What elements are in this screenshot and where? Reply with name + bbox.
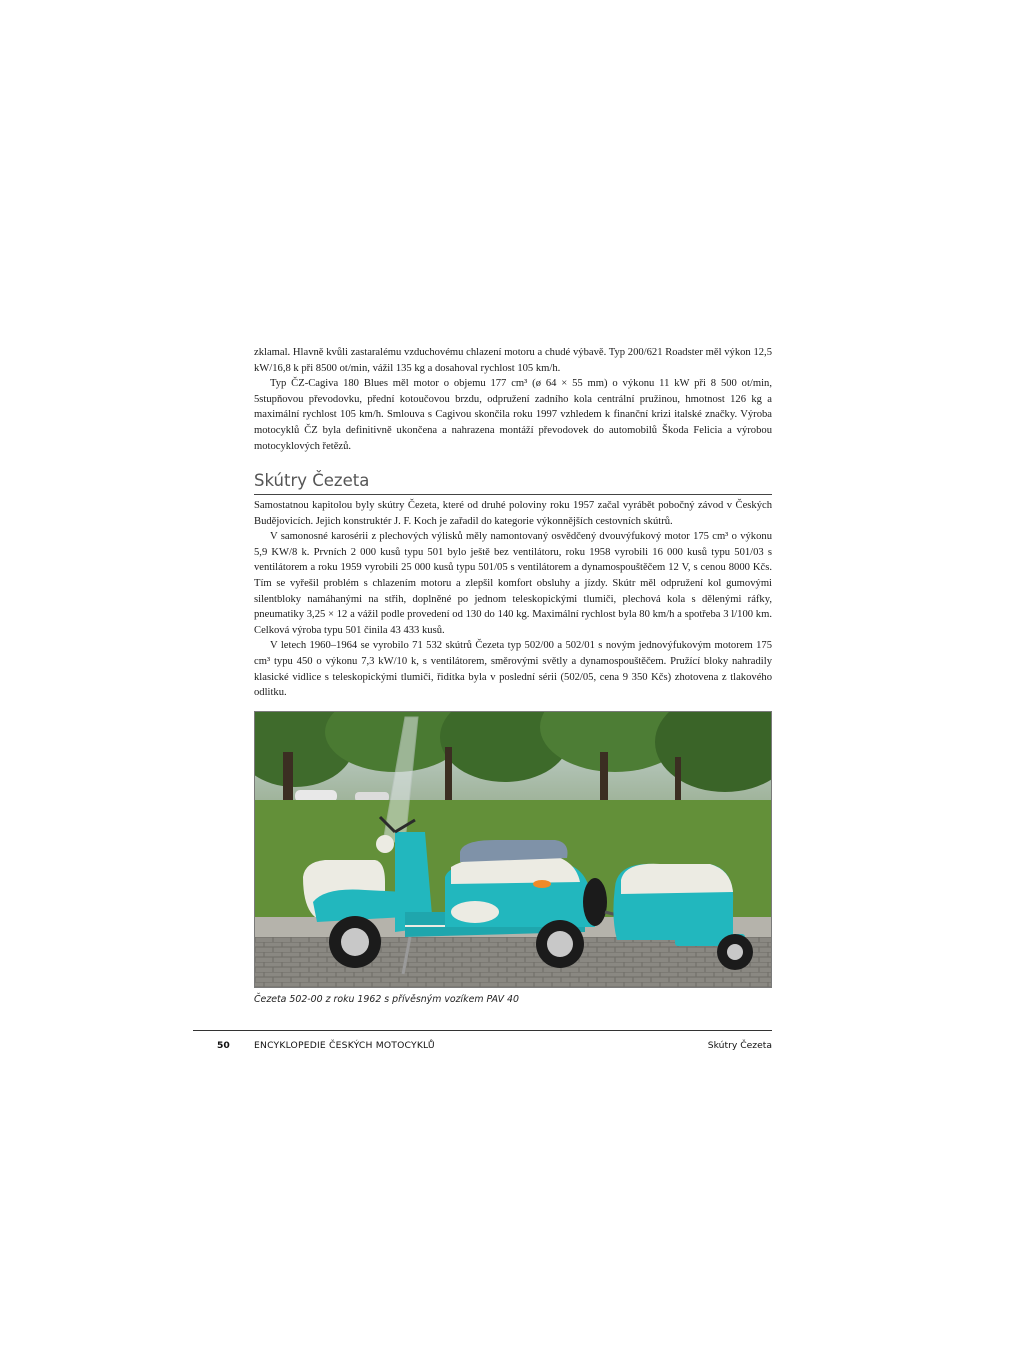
page-number: 50 (217, 1040, 230, 1051)
section-title: Skútry Čezeta (254, 471, 370, 490)
photo-caption: Čezeta 502-00 z roku 1962 s přívěsným vozíkem PAV 40 (254, 994, 519, 1005)
section-paragraph-3: V letech 1960–1964 se vyrobilo 71 532 skútrů Čezeta typ 502/00 a 502/01 s novým jednovýfukovým motorem 175 cm³ typu 450 o výkonu 7,3 kW/10 k, s ventilátorem, směrovými světly a dynamospouštěčem. Pružící bloky nahradily klasické vidlice s teleskopickými tlumiči, řidítka byla v poslední sérii (502/05, cena 9 350 Kčs) zhotovena z tlakového odlitku. (254, 640, 772, 699)
intro-text (254, 345, 772, 454)
section-heading (254, 470, 772, 495)
scooter-illustration (255, 712, 772, 988)
intro-paragraph-1: zklamal. Hlavně kvůli zastaralému vzduchovému chlazení motoru a chudé výbavě. Typ 200/621 Roadster měl výkon 12,5 kW/16,8 k při 8500 ot/min, vážil 135 kg a dosahoval rychlost 105 km/h. (254, 347, 772, 374)
scooter-photo (254, 711, 772, 988)
running-title: ENCYKLOPEDIE ČESKÝCH MOTOCYKLŮ (254, 1040, 435, 1051)
section-paragraph-1: Samostatnou kapitolou byly skútry Čezeta, které od druhé poloviny roku 1957 začal vyrábět pobočný závod v Českých Budějovicích. Jejich konstruktér J. F. Koch je zařadil do kategorie výkonnějších cestovních skútrů. (254, 500, 772, 527)
intro-paragraph-2: Typ ČZ-Cagiva 180 Blues měl motor o objemu 177 cm³ (ø 64 × 55 mm) o výkonu 11 kW při 8 500 ot/min, 5stupňovou převodovku, přední kotoučovou brzdu, odpružení zadního kola centrální pružinou, hmotnost 126 kg a maximální rychlost 105 km/h. Smlouva s Cagivou skončila roku 1997 vzhledem k finanční krizi italské značky. Výroba motocyklů ČZ byla definitivně ukončena a nahrazena montáží převodovek do automobilů Škoda Felicia a výrobou motocyklových řetězů. (254, 378, 772, 452)
footer-section-name: Skútry Čezeta (707, 1040, 772, 1051)
section-body (254, 498, 772, 701)
footer-divider (193, 1030, 772, 1031)
section-paragraph-2: V samonosné karosérii z plechových výlisků měly namontovaný osvědčený dvouvýfukový motor 175 cm³ o výkonu 5,9 KW/8 k. Prvních 2 000 kusů typu 501 bylo ještě bez ventilátoru, roku 1958 vyrobili 16 000 kusů typu 501/03 s ventilátorem a roku 1959 vyrobili 25 000 kusů typu 501/05 s ventilátorem a dynamospouštěčem 12 V, s cenou 8000 Kčs. Tím se vyřešil problém s chlazením motoru a zlepšil komfort obsluhy a jízdy. Skútr měl odpružení kol gumovými silentbloky namáhanými na střih, doplněné po jednom teleskopickými tlumiči, plechová kola s dělenými ráfky, pneumatiky 3,25 × 12 a vážil podle provedení od 130 do 140 kg. Maximální rychlost byla 80 km/h a spotřeba 3 l/100 km. Celková výroba typu 501 činila 43 433 kusů. (254, 531, 772, 636)
